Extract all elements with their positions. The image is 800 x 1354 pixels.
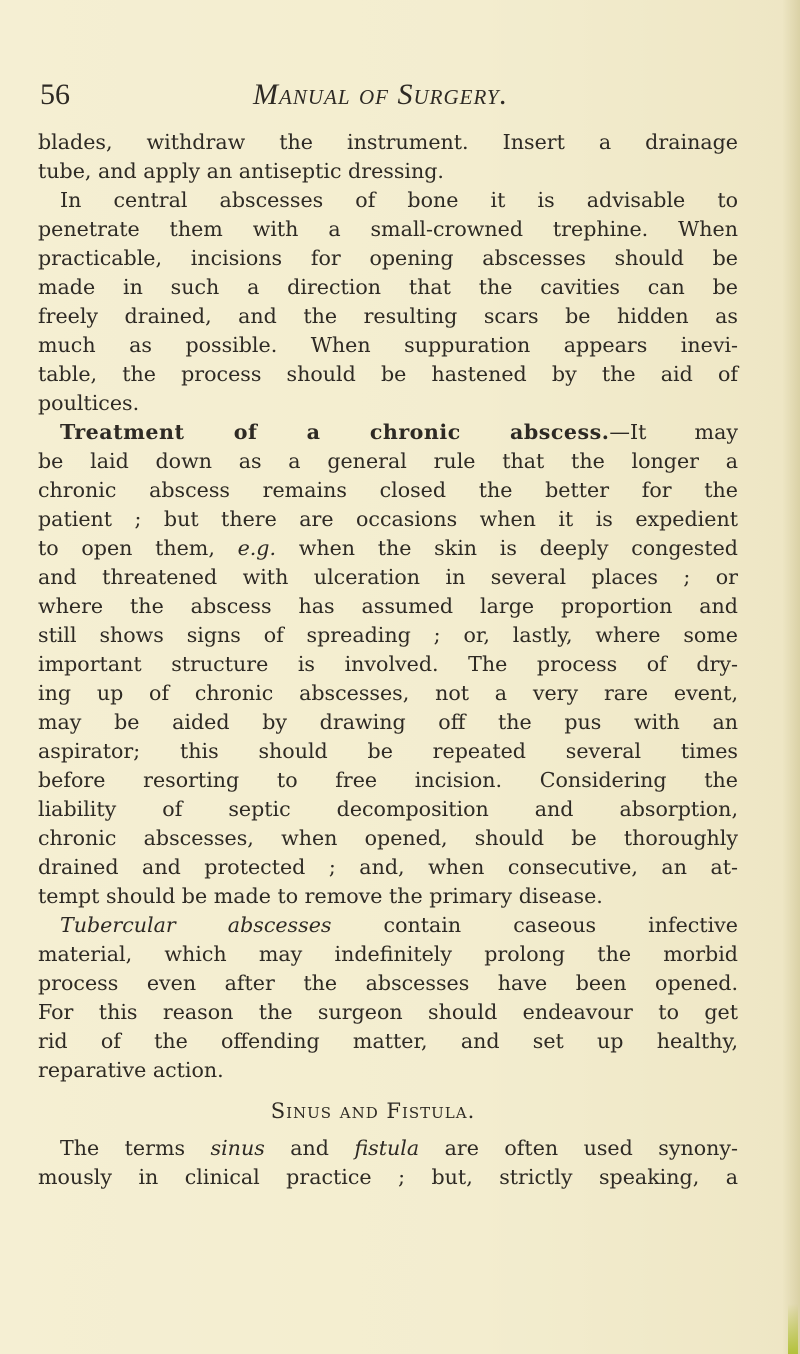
text-line: be laid down as a general rule that the longer a xyxy=(38,449,738,473)
text-line: tempt should be made to remove the primary disease. xyxy=(38,884,603,908)
text-line: ing up of chronic abscesses, not a very rare event, xyxy=(38,681,738,705)
text-line: where the abscess has assumed large proportion and xyxy=(38,594,738,618)
text-line: In central abscesses of bone it is advisable to xyxy=(60,188,738,212)
page-header xyxy=(40,76,760,116)
text-line: freely drained, and the resulting scars be hidden as xyxy=(38,304,738,328)
text-line: may be aided by drawing off the pus with an xyxy=(38,710,738,734)
text-line: patient ; but there are occasions when it is expedient xyxy=(38,507,738,531)
text-line: poultices. xyxy=(38,391,140,415)
text-line: aspirator; this should be repeated several times xyxy=(38,739,738,763)
text-line: and threatened with ulceration in several places ; or xyxy=(38,565,738,589)
text-line: chronic abscess remains closed the better for the xyxy=(38,478,738,502)
text-line: material, which may indefinitely prolong the morbid xyxy=(38,942,738,966)
text-line: before resorting to free incision. Considering the xyxy=(38,768,738,792)
text-run: when the skin is deeply congested xyxy=(276,536,738,560)
text-line: reparative action. xyxy=(38,1058,224,1082)
page-number: 56 xyxy=(40,78,70,111)
text-run: The terms xyxy=(60,1136,211,1160)
text-line: mously in clinical practice ; but, strictly speaking, a xyxy=(38,1165,738,1189)
text-line: tube, and apply an antiseptic dressing. xyxy=(38,159,444,183)
text-line: drained and protected ; and, when consecutive, an at- xyxy=(38,855,738,879)
text-run: —It may xyxy=(609,420,738,444)
text-line: process even after the abscesses have been opened. xyxy=(38,971,738,995)
text-line: rid of the offending matter, and set up healthy, xyxy=(38,1029,738,1053)
text-run: contain caseous infective xyxy=(331,913,738,937)
text-line: chronic abscesses, when opened, should be thoroughly xyxy=(38,826,738,850)
italic-term: fistula xyxy=(354,1136,420,1160)
text-line: blades, withdraw the instrument. Insert a drainage xyxy=(38,130,738,154)
text-run: are often used synony- xyxy=(419,1136,738,1160)
text-line: penetrate them with a small-crowned trephine. When xyxy=(38,217,738,241)
text-line: practicable, incisions for opening abscesses should be xyxy=(38,246,738,270)
page-corner-tint xyxy=(788,1304,798,1354)
text-line: important structure is involved. The process of dry- xyxy=(38,652,738,676)
italic-term: Tubercular abscesses xyxy=(60,913,332,937)
page-edge-shadow xyxy=(782,0,800,1354)
text-line xyxy=(38,1134,738,1163)
italic-abbrev: e.g. xyxy=(237,536,277,560)
text-line xyxy=(38,911,738,940)
section-heading: Sinus and Fistula. xyxy=(270,1099,476,1123)
body-text xyxy=(38,128,738,1192)
text-line: still shows signs of spreading ; or, lastly, where some xyxy=(38,623,738,647)
text-line: table, the process should be hastened by the aid of xyxy=(38,362,738,386)
italic-term: sinus xyxy=(210,1136,265,1160)
running-head: Manual of Surgery. xyxy=(253,78,509,111)
text-line xyxy=(38,418,738,447)
paragraph-heading: Treatment of a chronic abscess. xyxy=(60,420,610,444)
text-line: made in such a direction that the cavities can be xyxy=(38,275,738,299)
text-line: much as possible. When suppuration appears inevi- xyxy=(38,333,738,357)
text-run: and xyxy=(264,1136,355,1160)
text-line: For this reason the surgeon should endeavour to get xyxy=(38,1000,738,1024)
text-run: to open them, xyxy=(38,536,238,560)
text-line xyxy=(38,534,738,563)
text-line: liability of septic decomposition and absorption, xyxy=(38,797,738,821)
